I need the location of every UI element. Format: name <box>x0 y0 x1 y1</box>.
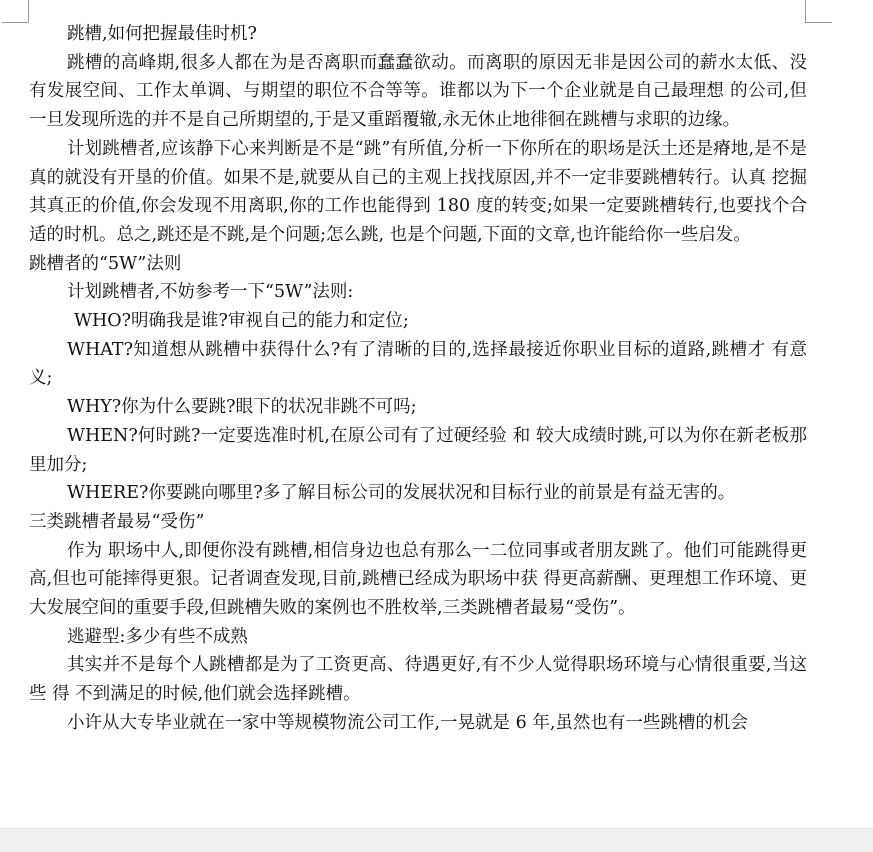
heading-job-hopping-timing: 跳槽,如何把握最佳时机? <box>67 24 257 44</box>
paragraph-planning-advice: 计划跳槽者,应该静下心来判断是不是“跳”有所值,分析一下你所在的职场是沃土还是瘠地,是不是真的就没有开垦的价值。如果不是,就要从自己的主观上找找原因,并不一定非要跳槽转行。认真 挖掘其真正的价值,你会发现不用离职,你的工作也能得到 180 度的转变;如果一定要跳槽转行,也要找个合适的时机。总之,跳还是不跳,是个问题;怎么跳, 也是个问题,下面的文章,也许能给你一些启发。 <box>29 138 807 245</box>
subheading-escape-type: 逃避型:多少有些不成熟 <box>67 626 248 647</box>
document-body[interactable] <box>29 20 807 738</box>
bottom-scroll-area[interactable] <box>0 828 873 852</box>
margin-corner-mark-left <box>2 0 29 23</box>
list-item-where: WHERE?你要跳向哪里?多了解目标公司的发展状况和目标行业的前景是有益无害的。 <box>67 483 736 504</box>
list-item-why: WHY?你为什么要跳?眼下的状况非跳不可吗; <box>67 397 417 418</box>
paragraph-three-types: 作为 职场中人,即便你没有跳槽,相信身边也总有那么一二位同事或者朋友跳了。他们可能跳得更高,但也可能摔得更狠。记者调查发现,目前,跳槽已经成为职场中获 得更高薪酬、更理想工作环境、更大发展空间的重要手段,但跳槽失败的案例也不胜枚举,三类跳槽者最易“受伤”。 <box>29 540 807 619</box>
paragraph-escape-type: 其实并不是每个人跳槽都是为了工资更高、待遇更好,有不少人觉得职场环境与心情很重要,当这些 得 不到满足的时候,他们就会选择跳槽。 <box>29 655 807 705</box>
list-item-when: WHEN?何时跳?一定要选准时机,在原公司有了过硬经验 和 较大成绩时跳,可以为你在新老板那里加分; <box>29 425 807 475</box>
paragraph-5w-intro: 计划跳槽者,不妨参考一下“5W”法则: <box>67 282 354 303</box>
list-item-who: WHO?明确我是谁?审视自己的能力和定位; <box>74 311 409 332</box>
margin-corner-mark-right <box>805 0 832 23</box>
paragraph-xiao-xu: 小许从大专毕业就在一家中等规模物流公司工作,一晃就是 6 年,虽然也有一些跳槽的机会 <box>67 712 748 733</box>
list-item-what: WHAT?知道想从跳槽中获得什么?有了清晰的目的,选择最接近你职业目标的道路,跳槽才 有意义; <box>29 339 807 389</box>
heading-5w-rule: 跳槽者的“5W”法则 <box>29 253 182 274</box>
heading-three-types: 三类跳槽者最易“受伤” <box>29 511 205 532</box>
paragraph-peak-season: 跳槽的高峰期,很多人都在为是否离职而蠢蠢欲动。而离职的原因无非是因公司的薪水太低、没有发展空间、工作太单调、与期望的职位不合等等。谁都以为下一个企业就是自己最理想 的公司,但一旦发现所选的并不是自己所期望的,于是又重蹈覆辙,永无休止地徘徊在跳槽与求职的边缘。 <box>29 52 807 131</box>
